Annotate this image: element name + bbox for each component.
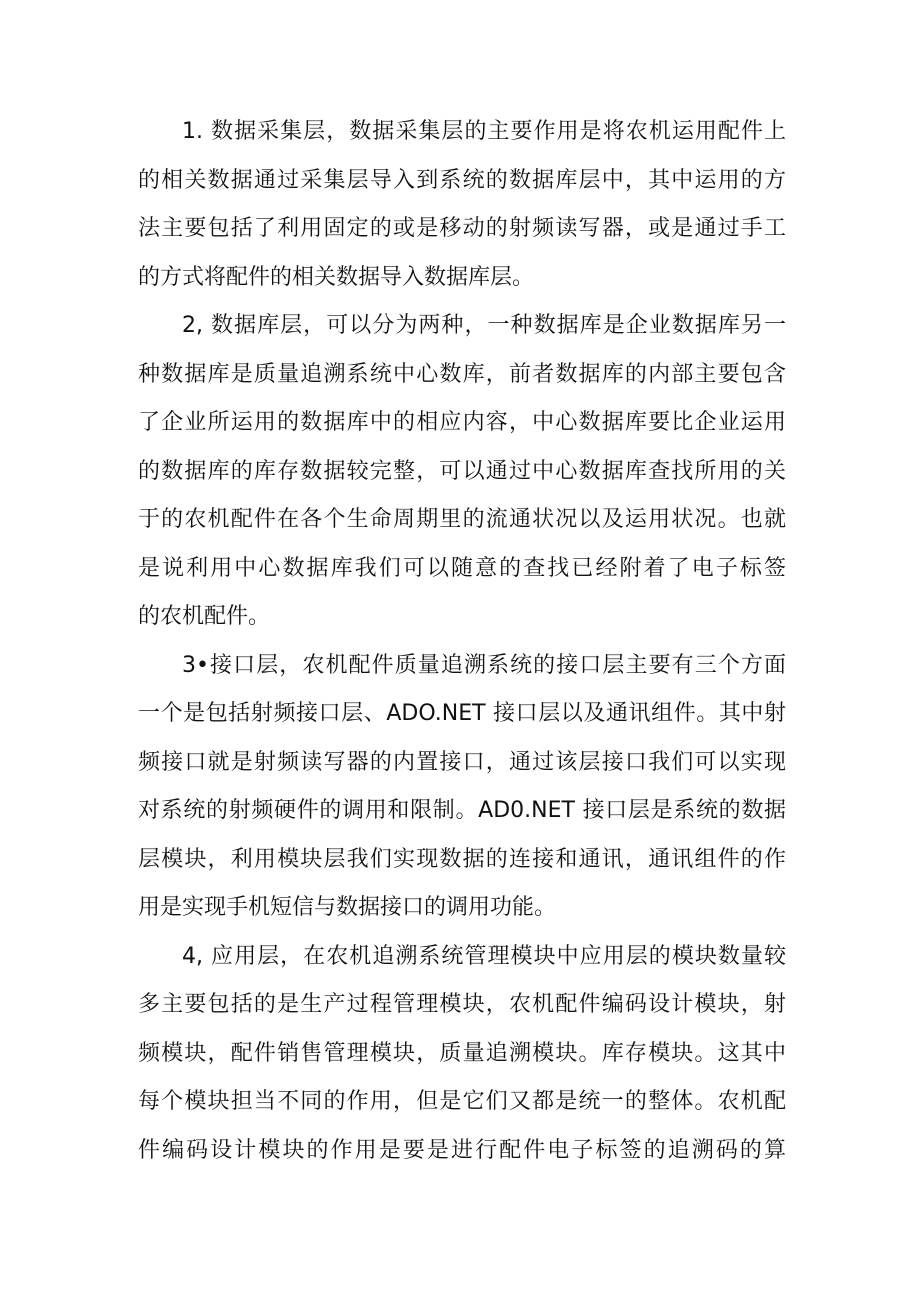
paragraph-data-collection-layer xyxy=(138,108,786,302)
text-line: 法主要包括了利用固定的或是移动的射频读写器，或是通过手工 xyxy=(138,216,786,241)
paragraph-database-layer xyxy=(138,302,786,642)
text-line: 1. 数据采集层，数据采集层的主要作用是将农机运用配件上 xyxy=(182,119,786,144)
text-line: 对系统的射频硬件的调用和限制。AD0.NET 接口层是系统的数据 xyxy=(138,798,786,823)
text-line: 种数据库是质量追溯系统中心数库，前者数据库的内部主要包含 xyxy=(138,361,786,387)
text-line: 每个模块担当不同的作用，但是它们又都是统一的整体。农机配 xyxy=(138,1089,786,1114)
text-line: 用是实现手机短信与数据接口的调用功能。 xyxy=(138,895,557,920)
text-line: 2, 数据库层，可以分为两种，一种数据库是企业数据库另一 xyxy=(182,313,786,338)
text-line: 的数据库的库存数据较完整，可以通过中心数据库查找所用的关 xyxy=(138,458,786,484)
text-line: 频接口就是射频读写器的内置接口，通过该层接口我们可以实现 xyxy=(138,749,786,775)
document-body xyxy=(138,108,786,1175)
text-line: 是说利用中心数据库我们可以随意的查找已经附着了电子标签 xyxy=(138,555,786,581)
text-line: 于的农机配件在各个生命周期里的流通状况以及运用状况。也就 xyxy=(138,507,786,532)
text-line: 件编码设计模块的作用是要是进行配件电子标签的追溯码的算 xyxy=(138,1137,786,1163)
text-line: 的农机配件。 xyxy=(138,604,271,629)
text-line: 的相关数据通过采集层导入到系统的数据库层中，其中运用的方 xyxy=(138,167,786,193)
text-line: 频模块，配件销售管理模块，质量追溯模块。库存模块。这其中 xyxy=(138,1040,786,1066)
text-line: 4, 应用层，在农机追溯系统管理模块中应用层的模块数量较 xyxy=(182,943,786,969)
paragraph-application-layer xyxy=(138,933,786,1176)
text-line: 了企业所运用的数据库中的相应内容，中心数据库要比企业运用 xyxy=(138,410,786,435)
text-line: 一个是包括射频接口层、ADO.NET 接口层以及通讯组件。其中射 xyxy=(138,701,786,726)
text-line: 的方式将配件的相关数据导入数据库层。 xyxy=(138,264,535,290)
text-line: 层模块，利用模块层我们实现数据的连接和通讯，通讯组件的作 xyxy=(138,846,786,872)
text-line: 多主要包括的是生产过程管理模块，农机配件编码设计模块，射 xyxy=(138,992,786,1017)
paragraph-interface-layer xyxy=(138,642,786,933)
text-line: 3•接口层，农机配件质量追溯系统的接口层主要有三个方面 xyxy=(182,652,786,678)
